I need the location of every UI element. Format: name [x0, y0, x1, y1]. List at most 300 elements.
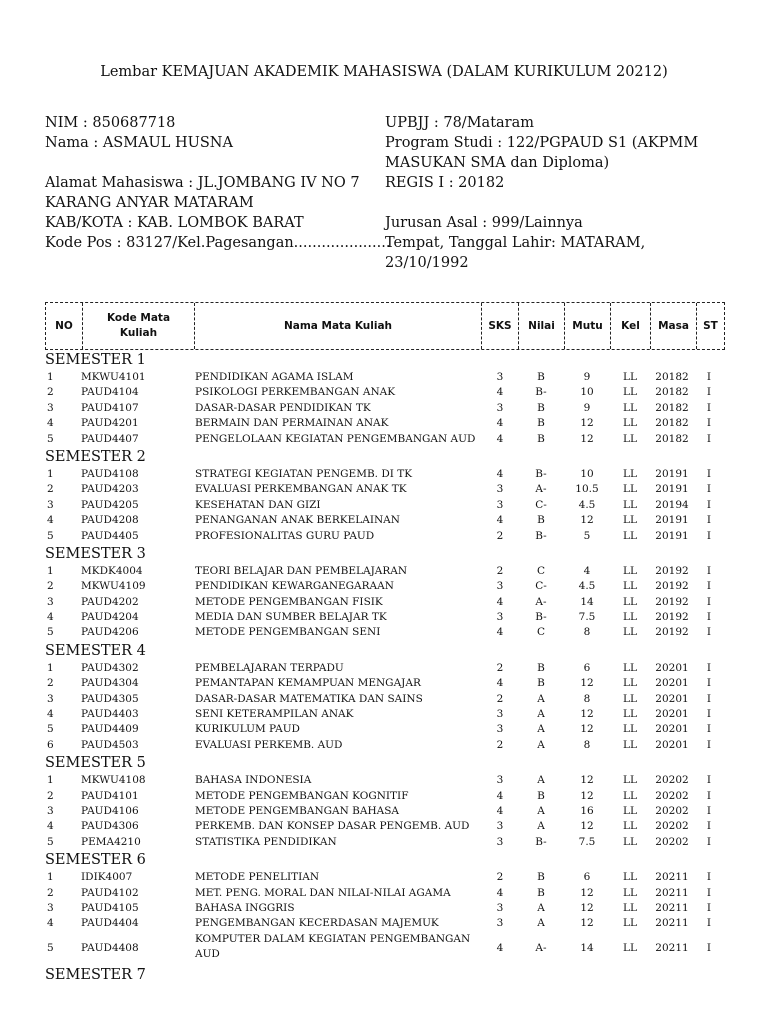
- cell-nilai: B-: [535, 467, 547, 480]
- cell-nama: PENGELOLAAN KEGIATAN PENGEMBANGAN AUD: [195, 432, 476, 445]
- table-row: [45, 804, 735, 819]
- cell-mutu: 12: [580, 774, 594, 787]
- cell-nilai: B-: [535, 611, 547, 624]
- cell-kel: LL: [623, 626, 637, 639]
- cell-nilai: B: [537, 514, 545, 527]
- cell-sks: 3: [496, 917, 504, 930]
- cell-sks: 4: [496, 386, 504, 399]
- cell-kode: PAUD4206: [81, 626, 139, 639]
- cell-nilai: A: [537, 820, 545, 833]
- kabkota-field: KAB/KOTA : KAB. LOMBOK BARAT: [45, 215, 304, 231]
- cell-nilai: B-: [535, 386, 547, 399]
- cell-kel: LL: [623, 901, 637, 914]
- cell-kel: LL: [623, 401, 637, 414]
- cell-sks: 4: [496, 804, 504, 817]
- cell-mutu: 7.5: [578, 835, 596, 848]
- cell-nilai: A: [537, 738, 545, 751]
- cell-no: 5: [47, 432, 54, 445]
- cell-nilai: A: [537, 692, 545, 705]
- cell-st: I: [706, 432, 712, 445]
- table-row: [45, 432, 735, 447]
- cell-st: I: [706, 498, 712, 511]
- cell-nilai: B-: [535, 529, 547, 542]
- cell-st: I: [706, 835, 712, 848]
- cell-st: I: [706, 692, 712, 705]
- cell-sks: 2: [496, 564, 504, 577]
- cell-kel: LL: [623, 529, 637, 542]
- semester-heading: SEMESTER 1: [45, 352, 146, 368]
- cell-mutu: 12: [580, 901, 594, 914]
- semester-heading: SEMESTER 7: [45, 966, 146, 983]
- cell-kel: LL: [623, 692, 637, 705]
- cell-no: 1: [47, 661, 54, 674]
- table-row: [45, 513, 735, 528]
- table-row: [45, 676, 735, 691]
- cell-no: 3: [47, 804, 54, 817]
- cell-sks: 4: [496, 626, 504, 639]
- cell-st: I: [706, 774, 712, 787]
- table-row: [45, 401, 735, 416]
- cell-st: I: [706, 611, 712, 624]
- cell-kel: LL: [623, 564, 637, 577]
- header-masa: Masa: [650, 303, 696, 349]
- cell-sks: 3: [496, 901, 504, 914]
- nim-field: NIM : 850687718: [45, 115, 176, 131]
- cell-st: I: [706, 529, 712, 542]
- cell-no: 2: [47, 483, 54, 496]
- cell-st: I: [706, 564, 712, 577]
- cell-masa: 20211: [655, 901, 689, 914]
- cell-mutu: 10.5: [575, 483, 599, 496]
- table-row: [45, 416, 735, 431]
- semester-heading: SEMESTER 6: [45, 852, 146, 869]
- cell-kel: LL: [623, 467, 637, 480]
- cell-no: 5: [47, 941, 54, 954]
- cell-mutu: 12: [580, 723, 594, 736]
- cell-kel: LL: [623, 417, 637, 430]
- cell-mutu: 16: [580, 804, 594, 817]
- table-row: [45, 773, 735, 788]
- cell-masa: 20191: [655, 483, 689, 496]
- cell-kode: PAUD4404: [81, 917, 139, 930]
- cell-st: I: [706, 917, 712, 930]
- alamat-field-cont: KARANG ANYAR MATARAM: [45, 195, 254, 211]
- cell-st: I: [706, 626, 712, 639]
- cell-nilai: B: [537, 432, 545, 445]
- cell-nama: BERMAIN DAN PERMAINAN ANAK: [195, 417, 389, 430]
- cell-nilai: A-: [535, 941, 547, 954]
- cell-kode: PAUD4107: [81, 401, 139, 414]
- student-info-right: [385, 113, 730, 273]
- cell-nama: PEMANTAPAN KEMAMPUAN MENGAJAR: [195, 677, 421, 690]
- header-kode: Kode Mata Kuliah: [82, 303, 194, 349]
- cell-mutu: 6: [583, 661, 591, 674]
- cell-mutu: 14: [580, 941, 594, 954]
- cell-sks: 3: [496, 371, 504, 383]
- cell-no: 1: [47, 871, 54, 884]
- cell-no: 3: [47, 595, 54, 608]
- cell-kode: PAUD4106: [81, 804, 139, 817]
- cell-kel: LL: [623, 611, 637, 624]
- cell-no: 3: [47, 901, 54, 914]
- cell-masa: 20191: [655, 529, 689, 542]
- cell-nama: MEDIA DAN SUMBER BELAJAR TK: [195, 611, 387, 624]
- cell-nilai: B: [537, 871, 545, 884]
- cell-kel: LL: [623, 708, 637, 721]
- table-row: [45, 835, 735, 850]
- cell-masa: 20192: [655, 595, 689, 608]
- cell-st: I: [706, 901, 712, 914]
- table-row: [45, 789, 735, 804]
- cell-kode: PAUD4104: [81, 386, 139, 399]
- semester-heading: SEMESTER 2: [45, 448, 146, 465]
- cell-nilai: A: [537, 917, 545, 930]
- cell-no: 1: [47, 371, 54, 383]
- cell-nama: STATISTIKA PENDIDIKAN: [195, 835, 337, 848]
- table-row: [45, 498, 735, 513]
- cell-st: I: [706, 595, 712, 608]
- cell-nama: KURIKULUM PAUD: [195, 723, 300, 736]
- cell-st: I: [706, 467, 712, 480]
- cell-sks: 4: [496, 467, 504, 480]
- regis-field: REGIS I : 20182: [385, 175, 505, 191]
- cell-mutu: 12: [580, 417, 594, 430]
- cell-kode: PAUD4208: [81, 514, 139, 527]
- cell-kel: LL: [623, 789, 637, 802]
- cell-nama: MET. PENG. MORAL DAN NILAI-NILAI AGAMA: [195, 886, 451, 899]
- cell-no: 3: [47, 401, 54, 414]
- table-row: [45, 722, 735, 737]
- cell-nilai: A: [537, 774, 545, 787]
- cell-st: I: [706, 708, 712, 721]
- table-row: [45, 482, 735, 497]
- header-st: ST: [696, 303, 724, 349]
- cell-nama: TEORI BELAJAR DAN PEMBELAJARAN: [195, 564, 408, 577]
- cell-kode: PAUD4306: [81, 820, 139, 833]
- cell-st: I: [706, 871, 712, 884]
- cell-nilai: B-: [535, 835, 547, 848]
- cell-kel: LL: [623, 820, 637, 833]
- ttl-field-cont: 23/10/1992: [385, 255, 469, 271]
- cell-st: I: [706, 661, 712, 674]
- cell-st: I: [706, 941, 712, 954]
- jurusan-field: Jurusan Asal : 999/Lainnya: [385, 215, 583, 231]
- cell-nama: METODE PENGEMBANGAN SENI: [195, 626, 381, 639]
- cell-sks: 2: [496, 661, 504, 674]
- cell-sks: 2: [496, 738, 504, 751]
- cell-nilai: A: [537, 708, 545, 721]
- cell-sks: 2: [496, 871, 504, 884]
- cell-no: 6: [47, 738, 54, 751]
- cell-nilai: A: [537, 723, 545, 736]
- cell-nilai: B: [537, 417, 545, 430]
- cell-kode: PAUD4305: [81, 692, 139, 705]
- table-row: [45, 819, 735, 834]
- cell-kode: PAUD4202: [81, 595, 139, 608]
- kodepos-field: Kode Pos : 83127/Kel.Pagesangan.....................: [45, 235, 391, 251]
- prodi-field-cont: MASUKAN SMA dan Diploma): [385, 155, 610, 171]
- cell-no: 4: [47, 708, 54, 721]
- cell-nama: SENI KETERAMPILAN ANAK: [195, 708, 354, 721]
- cell-mutu: 4: [583, 564, 591, 577]
- cell-st: I: [706, 804, 712, 817]
- cell-nama: METODE PENGEMBANGAN FISIK: [195, 595, 383, 608]
- nama-field: Nama : ASMAUL HUSNA: [45, 135, 233, 151]
- cell-kel: LL: [623, 917, 637, 930]
- cell-masa: 20192: [655, 580, 689, 593]
- cell-masa: 20202: [655, 835, 689, 848]
- table-row: [45, 886, 735, 901]
- cell-nama: PENGEMBANGAN KECERDASAN MAJEMUK: [195, 917, 439, 930]
- cell-kode: MKWU4109: [81, 580, 146, 593]
- cell-kode: PAUD4105: [81, 901, 139, 914]
- cell-masa: 20201: [655, 723, 689, 736]
- cell-masa: 20182: [655, 401, 689, 414]
- cell-mutu: 12: [580, 886, 594, 899]
- cell-no: 3: [47, 498, 54, 511]
- cell-mutu: 6: [583, 871, 591, 884]
- cell-st: I: [706, 723, 712, 736]
- header-kel: Kel: [610, 303, 650, 349]
- cell-sks: 4: [496, 789, 504, 802]
- cell-masa: 20202: [655, 774, 689, 787]
- cell-kel: LL: [623, 371, 637, 383]
- cell-nilai: A-: [535, 483, 547, 496]
- cell-mutu: 12: [580, 677, 594, 690]
- cell-st: I: [706, 580, 712, 593]
- cell-mutu: 8: [583, 692, 591, 705]
- semester-heading: SEMESTER 3: [45, 545, 146, 562]
- course-table-body: [45, 350, 735, 985]
- cell-kel: LL: [623, 386, 637, 399]
- cell-kode: MKWU4101: [81, 371, 146, 383]
- cell-nama: PEMBELAJARAN TERPADU: [195, 661, 344, 674]
- cell-no: 5: [47, 835, 54, 848]
- cell-sks: 3: [496, 774, 504, 787]
- cell-kel: LL: [623, 595, 637, 608]
- cell-kode: PAUD4407: [81, 432, 139, 445]
- cell-nama: METODE PENGEMBANGAN BAHASA: [195, 804, 399, 817]
- cell-sks: 4: [496, 941, 504, 954]
- cell-nilai: B: [537, 371, 545, 383]
- cell-masa: 20202: [655, 820, 689, 833]
- prodi-field: Program Studi : 122/PGPAUD S1 (AKPMM: [385, 135, 699, 151]
- table-row: [45, 738, 735, 753]
- cell-nilai: A: [537, 804, 545, 817]
- cell-masa: 20211: [655, 941, 689, 954]
- cell-st: I: [706, 738, 712, 751]
- cell-nama: PENANGANAN ANAK BERKELAINAN: [195, 514, 400, 527]
- table-row: [45, 707, 735, 722]
- cell-mutu: 12: [580, 789, 594, 802]
- cell-sks: 3: [496, 611, 504, 624]
- cell-nama: PSIKOLOGI PERKEMBANGAN ANAK: [195, 386, 396, 399]
- cell-kel: LL: [623, 580, 637, 593]
- cell-masa: 20182: [655, 417, 689, 430]
- table-row: [45, 564, 735, 579]
- cell-no: 4: [47, 917, 54, 930]
- cell-nama: EVALUASI PERKEMBANGAN ANAK TK: [195, 483, 407, 496]
- cell-nama: KOMPUTER DALAM KEGIATAN PENGEMBANGAN AUD: [195, 932, 471, 961]
- cell-sks: 2: [496, 692, 504, 705]
- cell-kode: PAUD4503: [81, 738, 139, 751]
- cell-mutu: 9: [583, 371, 591, 383]
- cell-kel: LL: [623, 774, 637, 787]
- cell-no: 5: [47, 626, 54, 639]
- cell-sks: 4: [496, 677, 504, 690]
- cell-masa: 20211: [655, 917, 689, 930]
- cell-kode: MKWU4108: [81, 774, 146, 787]
- cell-st: I: [706, 483, 712, 496]
- cell-mutu: 5: [583, 529, 591, 542]
- cell-kel: LL: [623, 432, 637, 445]
- cell-nilai: C-: [535, 580, 547, 593]
- cell-nama: KESEHATAN DAN GIZI: [195, 498, 321, 511]
- cell-masa: 20191: [655, 514, 689, 527]
- table-row: [45, 661, 735, 676]
- cell-sks: 3: [496, 708, 504, 721]
- cell-mutu: 10: [580, 467, 594, 480]
- cell-kel: LL: [623, 498, 637, 511]
- semester-heading: SEMESTER 5: [45, 755, 146, 772]
- cell-st: I: [706, 386, 712, 399]
- cell-kode: PAUD4403: [81, 708, 139, 721]
- header-sks: SKS: [481, 303, 518, 349]
- cell-kode: PAUD4108: [81, 467, 139, 480]
- table-row: [45, 901, 735, 916]
- ttl-field: Tempat, Tanggal Lahir: MATARAM,: [385, 235, 646, 251]
- semester-heading: SEMESTER 4: [45, 642, 146, 659]
- header-nilai: Nilai: [518, 303, 564, 349]
- cell-nilai: B: [537, 677, 545, 690]
- cell-masa: 20194: [655, 498, 689, 511]
- cell-mutu: 12: [580, 432, 594, 445]
- cell-kel: LL: [623, 941, 637, 954]
- cell-nama: DASAR-DASAR PENDIDIKAN TK: [195, 401, 371, 414]
- cell-kel: LL: [623, 835, 637, 848]
- cell-kode: PAUD4304: [81, 677, 139, 690]
- cell-mutu: 12: [580, 917, 594, 930]
- cell-no: 4: [47, 820, 54, 833]
- cell-mutu: 9: [583, 401, 591, 414]
- cell-masa: 20201: [655, 708, 689, 721]
- cell-sks: 4: [496, 417, 504, 430]
- table-row: [45, 610, 735, 625]
- cell-masa: 20211: [655, 886, 689, 899]
- cell-nama: DASAR-DASAR MATEMATIKA DAN SAINS: [195, 692, 423, 705]
- cell-kode: MKDK4004: [81, 564, 143, 577]
- cell-masa: 20192: [655, 564, 689, 577]
- cell-no: 5: [47, 529, 54, 542]
- cell-nilai: C-: [535, 498, 547, 511]
- cell-masa: 20202: [655, 804, 689, 817]
- cell-kode: PAUD4302: [81, 661, 139, 674]
- cell-st: I: [706, 417, 712, 430]
- cell-nama: PENDIDIKAN KEWARGANEGARAAN: [195, 580, 394, 593]
- cell-sks: 4: [496, 514, 504, 527]
- cell-sks: 3: [496, 723, 504, 736]
- cell-kel: LL: [623, 483, 637, 496]
- cell-no: 2: [47, 789, 54, 802]
- cell-mutu: 12: [580, 820, 594, 833]
- table-row: [45, 370, 735, 385]
- cell-kel: LL: [623, 886, 637, 899]
- cell-mutu: 7.5: [578, 611, 596, 624]
- cell-no: 2: [47, 386, 54, 399]
- header-no: NO: [55, 319, 73, 332]
- cell-masa: 20192: [655, 611, 689, 624]
- cell-sks: 4: [496, 886, 504, 899]
- cell-nilai: B: [537, 401, 545, 414]
- cell-nama: METODE PENGEMBANGAN KOGNITIF: [195, 789, 409, 802]
- alamat-field: Alamat Mahasiswa : JL.JOMBANG IV NO 7: [45, 175, 360, 191]
- cell-nilai: B: [537, 661, 545, 674]
- cell-st: I: [706, 820, 712, 833]
- cell-st: I: [706, 401, 712, 414]
- table-row: [45, 916, 735, 931]
- cell-nilai: A-: [535, 595, 547, 608]
- cell-no: 1: [47, 774, 54, 787]
- cell-sks: 3: [496, 498, 504, 511]
- cell-mutu: 4.5: [578, 498, 596, 511]
- table-row: [45, 579, 735, 594]
- cell-kel: LL: [623, 677, 637, 690]
- cell-masa: 20191: [655, 467, 689, 480]
- cell-masa: 20182: [655, 432, 689, 445]
- cell-kel: LL: [623, 804, 637, 817]
- cell-masa: 20192: [655, 626, 689, 639]
- cell-no: 4: [47, 514, 54, 527]
- cell-mutu: 12: [580, 708, 594, 721]
- cell-nama: BAHASA INGGRIS: [195, 901, 295, 914]
- cell-nilai: A: [537, 901, 545, 914]
- cell-mutu: 8: [583, 626, 591, 639]
- cell-no: 5: [47, 723, 54, 736]
- document-title: Lembar KEMAJUAN AKADEMIK MAHASISWA (DALAM KURIKULUM 20212): [100, 64, 668, 80]
- table-row: [45, 595, 735, 610]
- cell-nama: METODE PENELITIAN: [195, 871, 320, 884]
- table-row: [45, 467, 735, 482]
- cell-kode: PAUD4408: [81, 941, 139, 954]
- table-row: [45, 692, 735, 707]
- cell-sks: 2: [496, 529, 504, 542]
- cell-masa: 20201: [655, 661, 689, 674]
- cell-sks: 3: [496, 401, 504, 414]
- cell-kel: LL: [623, 871, 637, 884]
- cell-mutu: 10: [580, 386, 594, 399]
- cell-no: 1: [47, 467, 54, 480]
- cell-kode: PAUD4203: [81, 483, 139, 496]
- cell-nilai: B: [537, 886, 545, 899]
- cell-nilai: B: [537, 789, 545, 802]
- cell-kode: PAUD4101: [81, 789, 139, 802]
- cell-kode: IDIK4007: [81, 871, 133, 884]
- cell-sks: 4: [496, 595, 504, 608]
- cell-no: 4: [47, 611, 54, 624]
- table-row: [45, 625, 735, 640]
- cell-nama: PENDIDIKAN AGAMA ISLAM: [195, 371, 354, 383]
- cell-sks: 4: [496, 432, 504, 445]
- cell-no: 4: [47, 417, 54, 430]
- cell-nama: BAHASA INDONESIA: [195, 774, 312, 787]
- cell-no: 2: [47, 677, 54, 690]
- cell-nilai: C: [536, 626, 546, 639]
- cell-no: 3: [47, 692, 54, 705]
- cell-nilai: C: [536, 564, 546, 577]
- cell-masa: 20201: [655, 677, 689, 690]
- cell-kode: PAUD4201: [81, 417, 139, 430]
- cell-sks: 3: [496, 483, 504, 496]
